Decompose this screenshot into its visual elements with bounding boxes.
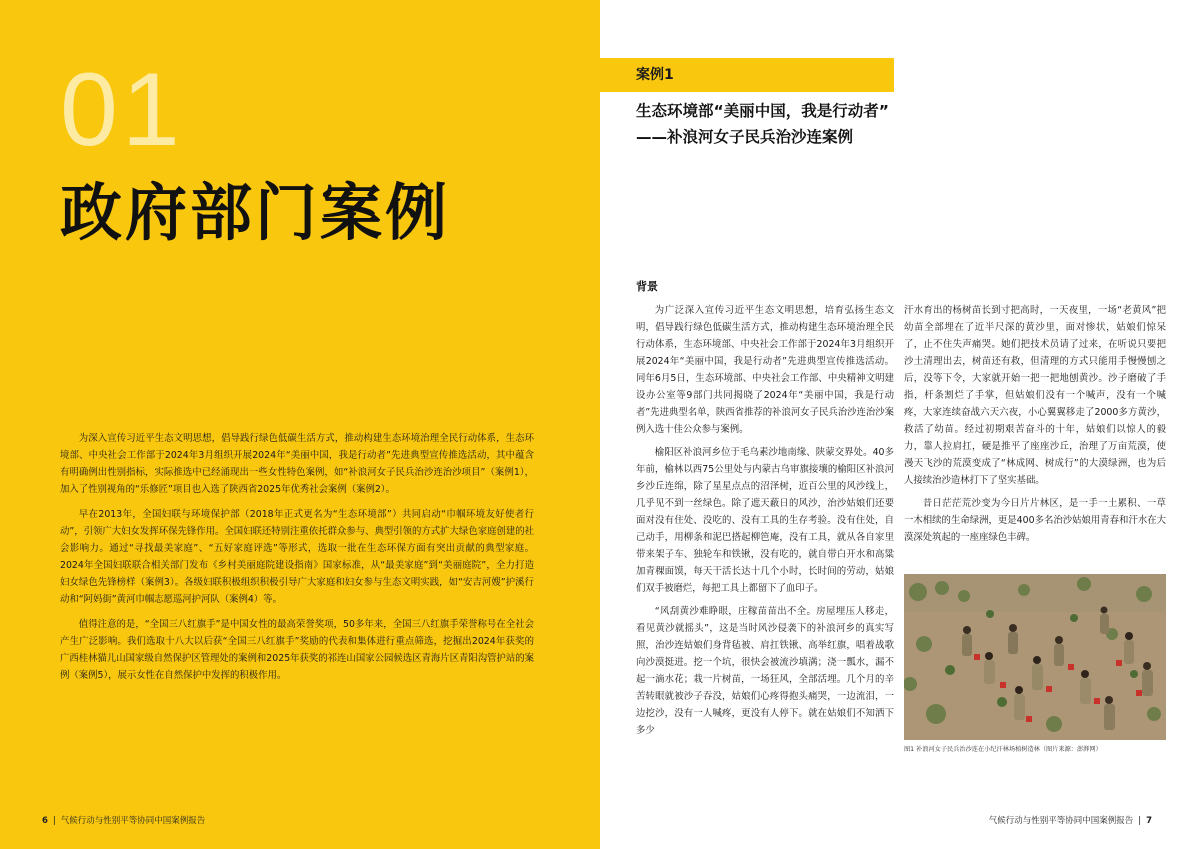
right-footer: [989, 814, 1152, 826]
right-column-2: [904, 302, 1166, 552]
left-footer-separator: |: [52, 816, 56, 826]
tree-planting-photo: [904, 574, 1166, 740]
case-title-line-2: ——补浪河女子民兵治沙连案例: [636, 128, 854, 146]
case-title-line-1: 生态环境部“美丽中国，我是行动者”: [636, 102, 889, 120]
case-title: [636, 98, 1156, 150]
col1-paragraph-1: 为广泛深入宣传习近平生态文明思想，培育弘扬生态文明，倡导践行绿色低碳生活方式，推动构建生态环境治理全民行动体系，生态环境部、中央社会工作部于2024年3月组织开展2024年“美丽中国，我是行动者”先进典型宣传推选活动。同年6月5日，生态环境部、中央社会工作部、中央精神文明建设办公室等9部门共同揭晓了2024年“美丽中国，我是行动者”先进典型名单，陕西省推荐的补浪河女子民兵治沙连治沙案例入选十佳公众参与案例。: [636, 305, 894, 435]
col2-paragraph-2: 昔日茫茫荒沙变为今日片片林区，是一手一土累积、一草一木相续的生命绿洲，更是400多名治沙姑娘用青春和汗水在大漠深处筑起的一座座绿色丰碑。: [904, 498, 1166, 543]
right-footer-separator: |: [1138, 816, 1142, 826]
left-paragraph-3: 值得注意的是，“全国三八红旗手”是中国女性的最高荣誉奖项，50多年来，全国三八红旗手荣誉称号在全社会产生广泛影响。我们选取十八大以后获“全国三八红旗手”奖励的代表和集体进行重点筛选，挖掘出2024年获奖的广西桂林猫儿山国家级自然保护区管理处的案例和2025年获奖的祁连山国家公园候选区青海片区青阳沟管护站的案例（案例5），展示女性在自然保护中发挥的积极作用。: [60, 619, 534, 681]
right-page-number: 7: [1146, 816, 1152, 826]
background-heading: 背景: [636, 280, 658, 293]
chapter-title: 政府部门案例: [60, 176, 451, 249]
right-footer-text: 气候行动与性别平等协同中国案例报告: [988, 816, 1134, 826]
photo-caption: 图1 补浪河女子民兵治沙连在小纪汗林场植树造林（图片来源：澎湃网）: [904, 746, 1102, 753]
case-label-bar: 案例1: [600, 58, 894, 92]
col1-paragraph-3: “风刮黄沙难睁眼，庄稼苗苗出不全。房屋埋压人移走，看见黄沙就摇头”，这是当时风沙侵袭下的补浪河乡的真实写照，治沙连姑娘们身背毡被、肩扛铁锹、高举红旗，唱着战歌向沙漠挺进。挖一个坑，很快会被流沙填满；浇一瓢水，漏不起一滴水花；栽一片树苗，一场狂风，全部活埋。几个月的辛苦转眼就被沙子吞没，姑娘们心疼得抱头痛哭，一边流泪，一边挖沙，没有一人喊疼，更没有人停下。就在姑娘们不知洒下多少: [636, 606, 894, 736]
chapter-number: 01: [60, 52, 184, 168]
photo-illustration: [904, 574, 1166, 740]
col2-paragraph-1: 汗水育出的杨树苗长到寸把高时，一天夜里，一场“老黄风”把幼苗全部埋在了近半尺深的黄沙里，面对惨状，姑娘们惊呆了，止不住失声痛哭。她们把技术员请了过来，在听说只要把沙土清理出去，树苗还有救，但清理的方式只能用手慢慢刨之后，没等下令，大家就开始一把一把地刨黄沙。沙子磨破了手指，杆条割烂了手掌，但姑娘们没有一个喊声，没有一个喊疼，大家连续奋战六天六夜，小心翼翼移走了2000多方黄沙，救活了幼苗。经过初期艰苦奋斗的十年，姑娘们以惊人的毅力，靠人拉肩扛，硬是推平了座座沙丘，治理了万亩荒漠，使漫天飞沙的荒漠变成了“林成网、树成行”的大漠绿洲，也为后人接续治沙造林打下了坚实基础。: [904, 305, 1166, 486]
left-body-text: [60, 430, 534, 692]
left-page-number: 6: [42, 816, 48, 826]
col1-paragraph-2: 榆阳区补浪河乡位于毛乌素沙地南缘、陕蒙交界处。40多年前，榆林以西75公里处与内蒙古乌审旗接壤的榆阳区补浪河乡沙丘连绵，除了星星点点的沼泽树，近百公里的风沙线上，几乎见不到一丝绿色。除了遮天蔽日的风沙，治沙姑娘们还要面对没有住处、没吃的、没有工具的生存考验。没有住处，自己动手，用柳条和泥巴搭起柳笆庵，没有工具，就从各自家里带来架子车、独轮车和铁锹，没有吃的，就自带白开水和高粱加青稞面馍，每天干活长达十几个小时，长时间的劳动，姑娘们双手被磨烂，每把工具上都留下了血印子。: [636, 447, 894, 594]
right-column-1: [636, 302, 894, 745]
left-paragraph-2: 早在2013年，全国妇联与环境保护部（2018年正式更名为“生态环境部”）共同启动“巾帼环境友好使者行动”，引领广大妇女发挥环保先锋作用。全国妇联还特别注重依托群众参与、典型引领的方式扩大绿色家庭创建的社会影响力。通过“寻找最美家庭”、“五好家庭评选”等形式，选取一批在生态环保方面有突出贡献的典型家庭。2024年全国妇联联合相关部门发布《乡村美丽庭院建设指南》国家标准，从“最美家庭”到“美丽庭院”，全力打造妇女绿色先锋榜样（案例3）。各级妇联积极组织积极引导广大家庭和妇女参与生态文明实践，如“安吉河嫂”护溪行动和“阿妈街”黄河巾帼志愿巡河护河队（案例4）等。: [60, 509, 534, 605]
left-footer-text: 气候行动与性别平等协同中国案例报告: [60, 816, 206, 826]
left-paragraph-1: 为深入宣传习近平生态文明思想，倡导践行绿色低碳生活方式，推动构建生态环境治理全民行动体系，生态环境部、中央社会工作部于2024年3月组织开展2024年“美丽中国，我是行动者”先进典型宣传推选活动，其中蕴含有明确例出性别指标，实际推选中已经涌现出一些女性特色案例，如“补浪河女子民兵治沙连治沙项目”（案例1），加入了性别视角的“乐修匠”项目也入选了陕西省2025年优秀社会案例（案例2）。: [60, 433, 534, 495]
left-footer: [42, 814, 205, 826]
